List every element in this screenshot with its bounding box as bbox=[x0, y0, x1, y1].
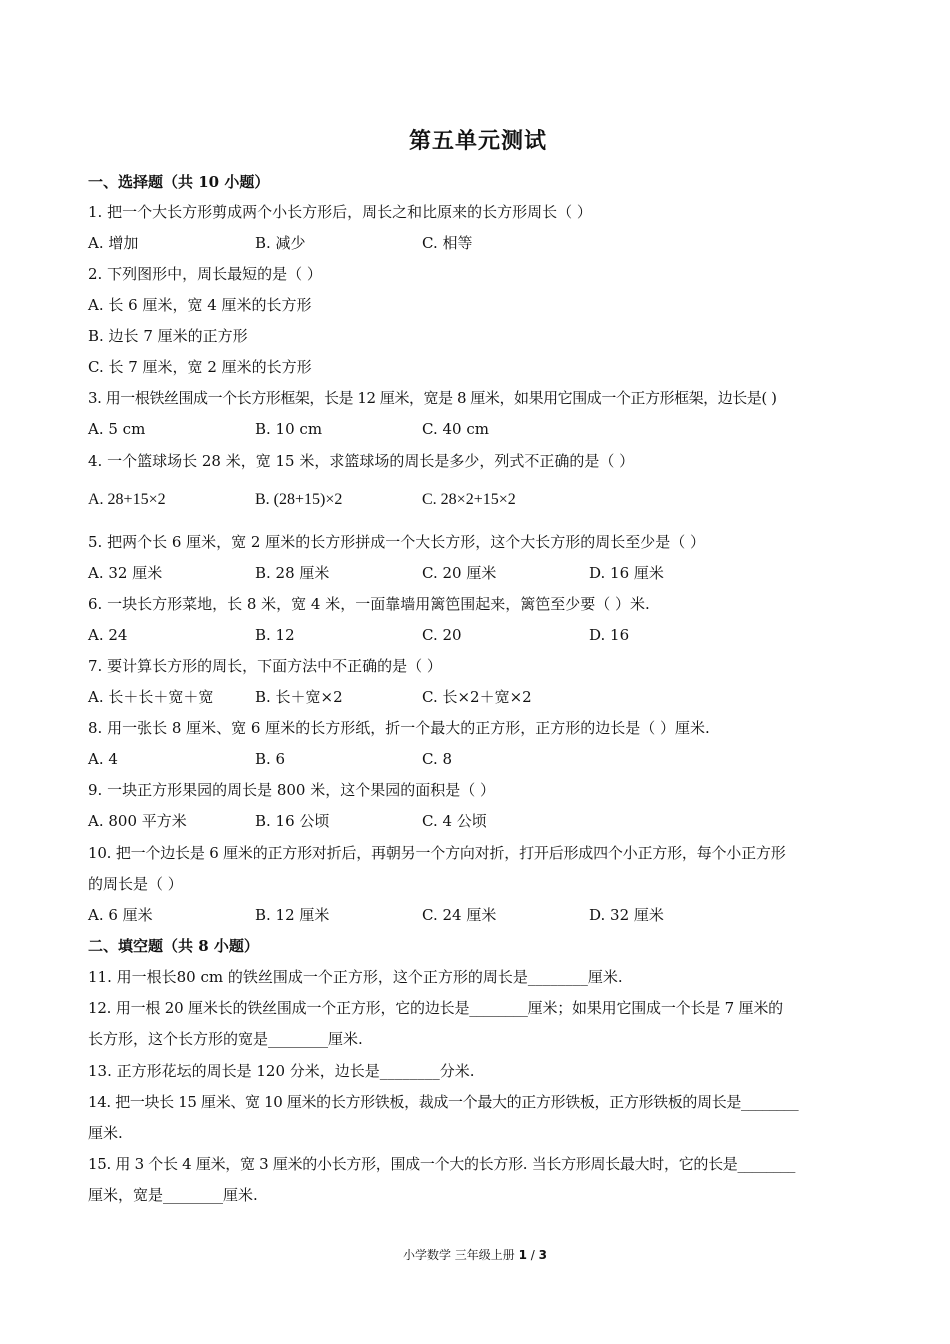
q7-option-b: B. 长＋宽×2 bbox=[255, 688, 343, 706]
question-4: 4. 一个篮球场长 28 米，宽 15 米，求篮球场的周长是多少，列式不正确的是（ ） bbox=[88, 452, 635, 470]
q4-option-c: C. 28×2+15×2 bbox=[422, 491, 516, 508]
section-heading-choice: 一、选择题（共 10 小题） bbox=[88, 173, 270, 191]
q5-option-b: B. 28 厘米 bbox=[255, 564, 330, 582]
footer-page-total: 3 bbox=[538, 1248, 548, 1262]
question-10-cont: 的周长是（ ） bbox=[88, 875, 183, 893]
q10-option-d: D. 32 厘米 bbox=[589, 906, 664, 924]
q3-option-c: C. 40 cm bbox=[422, 420, 489, 438]
q6-option-c: C. 20 bbox=[422, 626, 462, 644]
section-heading-fill: 二、填空题（共 8 小题） bbox=[88, 937, 259, 955]
question-14: 14. 把一块长 15 厘米、宽 10 厘米的长方形铁板，裁成一个最大的正方形铁板，正方形铁板的周长是________ bbox=[88, 1093, 799, 1111]
q2-option-a: A. 长 6 厘米，宽 4 厘米的长方形 bbox=[88, 296, 312, 314]
q4-option-b: B. (28+15)×2 bbox=[255, 491, 343, 508]
question-14-cont: 厘米. bbox=[88, 1124, 123, 1142]
question-7: 7. 要计算长方形的周长，下面方法中不正确的是（ ） bbox=[88, 657, 442, 675]
q1-option-b: B. 减少 bbox=[255, 234, 306, 252]
question-10: 10. 把一个边长是 6 厘米的正方形对折后，再朝另一个方向对折，打开后形成四个小正方形，每个小正方形 bbox=[88, 844, 786, 862]
question-8: 8. 用一张长 8 厘米、宽 6 厘米的长方形纸，折一个最大的正方形，正方形的边长是（ ）厘米. bbox=[88, 719, 710, 737]
question-15: 15. 用 3 个长 4 厘米，宽 3 厘米的小长方形，围成一个大的长方形. 当长方形周长最大时，它的长是________ bbox=[88, 1155, 796, 1173]
q3-option-a: A. 5 cm bbox=[88, 420, 146, 438]
question-12: 12. 用一根 20 厘米长的铁丝围成一个正方形，它的边长是________厘米；如果用它围成一个长是 7 厘米的 bbox=[88, 999, 783, 1017]
q10-option-b: B. 12 厘米 bbox=[255, 906, 330, 924]
q5-option-d: D. 16 厘米 bbox=[589, 564, 664, 582]
q5-option-c: C. 20 厘米 bbox=[422, 564, 497, 582]
q4-option-a: A. 28+15×2 bbox=[88, 491, 166, 508]
q1-option-a: A. 增加 bbox=[88, 234, 139, 252]
q8-option-a: A. 4 bbox=[88, 750, 118, 768]
q10-option-c: C. 24 厘米 bbox=[422, 906, 497, 924]
q7-option-a: A. 长＋长＋宽＋宽 bbox=[88, 688, 214, 706]
footer-page-number: 1 bbox=[518, 1248, 527, 1262]
question-5: 5. 把两个长 6 厘米，宽 2 厘米的长方形拼成一个大长方形，这个大长方形的周长至少是（ ） bbox=[88, 533, 706, 551]
question-3: 3. 用一根铁丝围成一个长方形框架，长是 12 厘米，宽是 8 厘米，如果用它围成一个正方形框架，边长是( ) bbox=[88, 389, 777, 407]
q1-option-c: C. 相等 bbox=[422, 234, 473, 252]
q7-option-c: C. 长×2＋宽×2 bbox=[422, 688, 532, 706]
question-11: 11. 用一根长80 cm 的铁丝围成一个正方形，这个正方形的周长是________厘米. bbox=[88, 968, 623, 986]
q9-option-c: C. 4 公顷 bbox=[422, 812, 487, 830]
q3-option-b: B. 10 cm bbox=[255, 420, 323, 438]
question-13: 13. 正方形花坛的周长是 120 分米，边长是________分米. bbox=[88, 1062, 475, 1080]
q10-option-a: A. 6 厘米 bbox=[88, 906, 153, 924]
q8-option-b: B. 6 bbox=[255, 750, 286, 768]
question-6: 6. 一块长方形菜地，长 8 米，宽 4 米，一面靠墙用篱笆围起来，篱笆至少要（ ）米. bbox=[88, 595, 650, 613]
q9-option-a: A. 800 平方米 bbox=[88, 812, 187, 830]
q9-option-b: B. 16 公顷 bbox=[255, 812, 330, 830]
q6-option-b: B. 12 bbox=[255, 626, 295, 644]
question-15-cont: 厘米，宽是________厘米. bbox=[88, 1186, 258, 1204]
question-12-cont: 长方形，这个长方形的宽是________厘米. bbox=[88, 1030, 363, 1048]
question-1: 1. 把一个大长方形剪成两个小长方形后，周长之和比原来的长方形周长（ ） bbox=[88, 203, 592, 221]
q2-option-c: C. 长 7 厘米，宽 2 厘米的长方形 bbox=[88, 358, 312, 376]
question-9: 9. 一块正方形果园的周长是 800 米，这个果园的面积是（ ） bbox=[88, 781, 496, 799]
question-2: 2. 下列图形中，周长最短的是（ ） bbox=[88, 265, 322, 283]
page-title: 第五单元测试 bbox=[408, 128, 547, 154]
q5-option-a: A. 32 厘米 bbox=[88, 564, 163, 582]
q6-option-d: D. 16 bbox=[589, 626, 630, 644]
q8-option-c: C. 8 bbox=[422, 750, 453, 768]
page-footer bbox=[0, 1246, 950, 1263]
footer-text: 小学数学 三年级上册 bbox=[402, 1248, 519, 1262]
q6-option-a: A. 24 bbox=[88, 626, 128, 644]
footer-separator: / bbox=[526, 1248, 539, 1262]
q2-option-b: B. 边长 7 厘米的正方形 bbox=[88, 327, 248, 345]
